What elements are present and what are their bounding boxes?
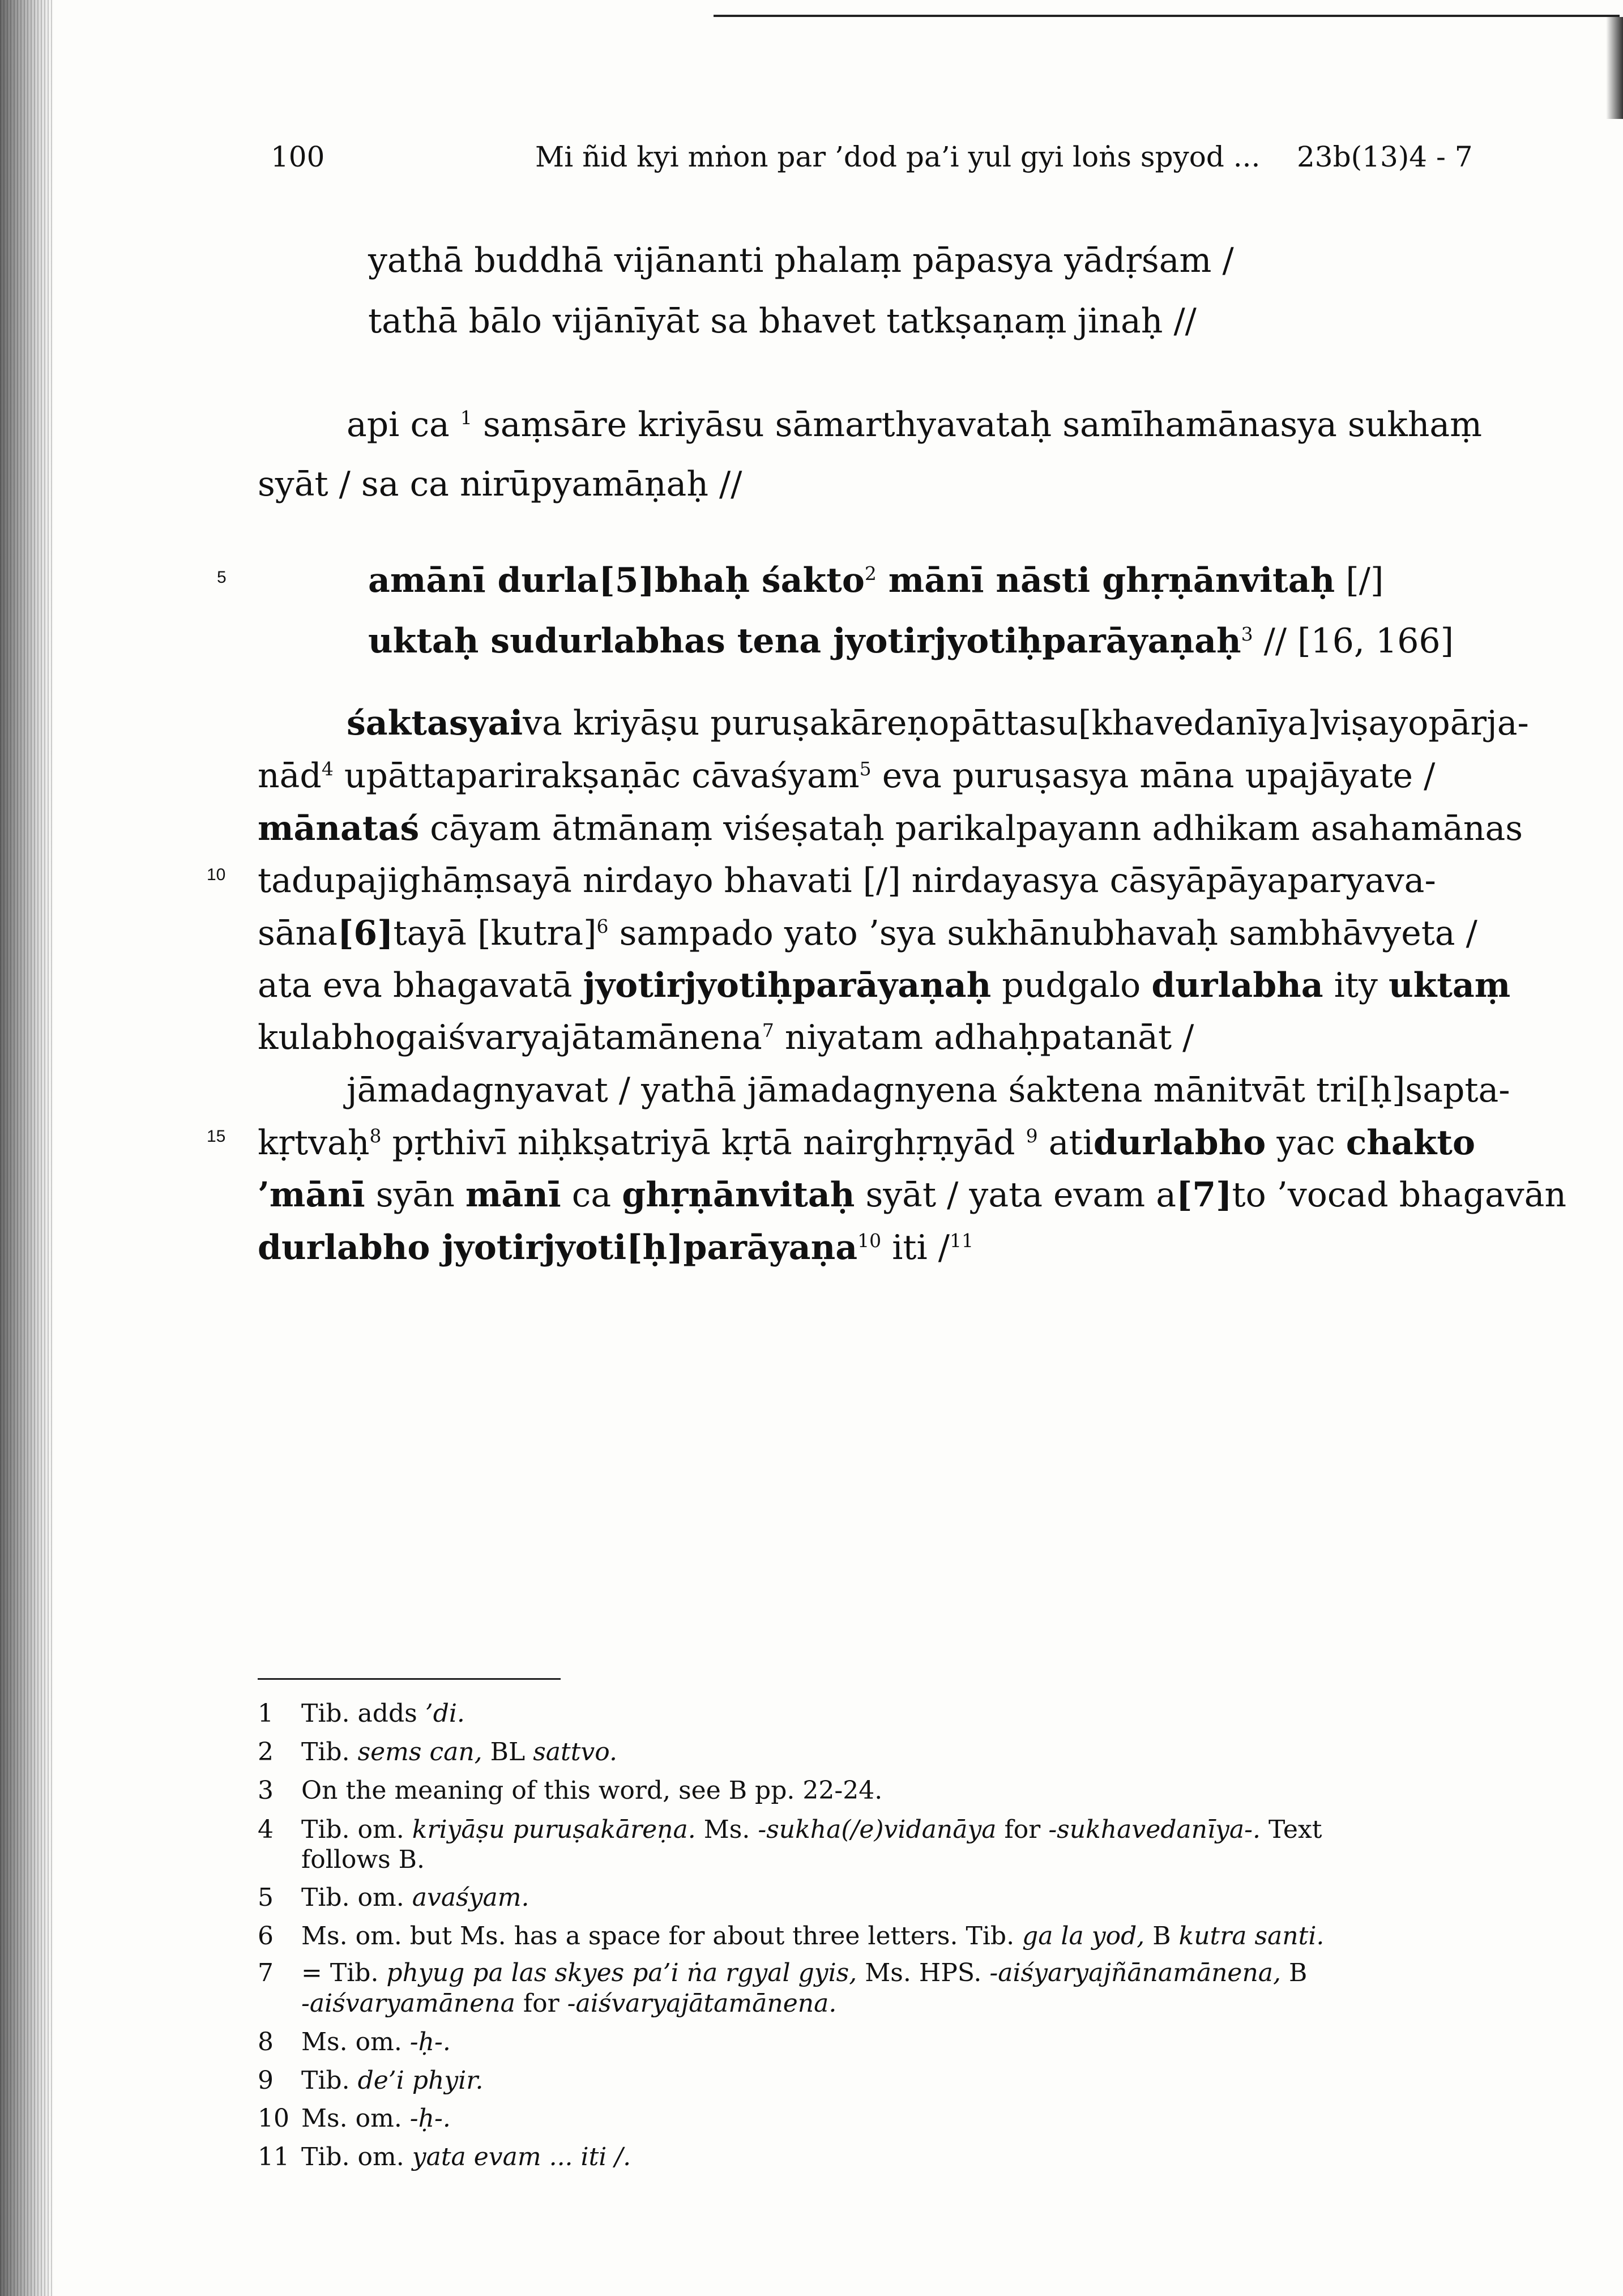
prose1-line-2: syāt / sa ca nirūpyamāṇaḥ // — [258, 464, 742, 504]
verse2-line-2: uktaḥ sudurlabhas tena jyotirjyotiḥparāyaṇaḥ$^3$ // [16, 166] — [368, 621, 1454, 661]
footnote-separator — [258, 1678, 561, 1680]
page-number: 100 — [271, 140, 325, 173]
footnote-ref: 7 — [762, 1019, 774, 1042]
footnote-ref: 4 — [321, 758, 334, 780]
commentary-line-2: nād$^4$ upāttaparirakṣaṇāc cāvaśyam$^5$ eva puruṣasya māna upajāyate / — [258, 756, 1436, 796]
page-top-edge — [714, 15, 1620, 17]
line-number-5: 5 — [217, 568, 227, 587]
book-gutter-shadow — [0, 0, 54, 2296]
footnote-ref: 11 — [949, 1230, 973, 1252]
footnote-5: 5 Tib. om. avaśyam. — [258, 1883, 529, 1912]
footnote-7-cont: -aiśvaryamānena for -aiśvaryajātamānena. — [301, 1989, 837, 2018]
footnote-ref: 6 — [596, 915, 609, 937]
commentary-line-4: tadupajighāṃsayā nirdayo bhavati [/] nirdayasya cāsyāpāyaparyava- — [258, 861, 1436, 901]
footnote-6: 6 Ms. om. but Ms. has a space for about three letters. Tib. ga la yod, B kutra santi. — [258, 1922, 1325, 1951]
footnote-1: 1 Tib. adds ’di. — [258, 1699, 465, 1728]
commentary-line-3: mānataś cāyam ātmānaṃ viśeṣataḥ parikalpayann adhikam asahamānas — [258, 809, 1523, 848]
prose1-line-1: api ca $^1$ saṃsāre kriyāsu sāmarthyavataḥ samīhamānasya sukhaṃ — [347, 405, 1483, 445]
section-reference: 23b(13)4 - 7 — [1297, 140, 1473, 173]
footnote-ref: 8 — [369, 1125, 382, 1147]
footnote-ref: 5 — [859, 758, 872, 780]
commentary-line-5: sāna[6]tayā [kutra]$^6$ sampado yato ’sya sukhānubhavaḥ sambhāvyeta / — [258, 914, 1477, 953]
commentary-line-9: kṛtvaḥ$^8$ pṛthivī niḥkṣatriyā kṛtā nairghṛṇyād $^9$ atidurlabho yac chakto — [258, 1123, 1476, 1163]
commentary-line-10: ’mānī syān mānī ca ghṛṇānvitaḥ syāt / yata evam a[7]to ’vocad bhagavān — [258, 1175, 1567, 1215]
commentary-line-11: durlabho jyotirjyoti[ḥ]parāyaṇa$^{10}$ iti /$^{11}$ — [258, 1228, 973, 1268]
commentary-line-1: śaktasyaiva kriyāṣu puruṣakāreṇopāttasu[khavedanīya]viṣayopārja- — [347, 703, 1529, 743]
verse1-line-2: tathā bālo vijānīyāt sa bhavet tatkṣaṇaṃ jinaḥ // — [368, 301, 1197, 341]
footnote-ref: 10 — [857, 1230, 882, 1252]
footnote-ref: 3 — [1241, 623, 1253, 645]
verse1-line-1: yathā buddhā vijānanti phalaṃ pāpasya yādṛśam / — [368, 241, 1234, 280]
footnote-ref: 2 — [864, 562, 877, 584]
footnote-9: 9 Tib. de’i phyir. — [258, 2066, 484, 2095]
footnote-ref: 9 — [1026, 1125, 1038, 1147]
verse2-line-1: amānī durla[5]bhaḥ śakto$^2$ mānī nāsti ghṛṇānvitaḥ [/] — [368, 561, 1384, 600]
footnote-2: 2 Tib. sems can, BL sattvo. — [258, 1738, 617, 1766]
page-corner-shadow — [1606, 17, 1623, 119]
footnote-4-cont: follows B. — [301, 1845, 425, 1874]
commentary-line-7: kulabhogaiśvaryajātamānena$^7$ niyatam adhaḥpatanāt / — [258, 1018, 1194, 1057]
footnote-7: 7 = Tib. phyug pa las skyes pa’i ṅa rgyal gyis, Ms. HPS. -aiśyaryajñānamānena, B — [258, 1958, 1308, 1987]
footnote-4: 4 Tib. om. kriyāṣu puruṣakāreṇa. Ms. -sukha(/e)vidanāya for -sukhavedanīya-. Text — [258, 1815, 1322, 1844]
commentary-line-8: jāmadagnyavat / yathā jāmadagnyena śaktena mānitvāt tri[ḥ]sapta- — [347, 1070, 1510, 1110]
footnote-11: 11 Tib. om. yata evam ... iti /. — [258, 2143, 631, 2171]
line-number-10: 10 — [207, 865, 226, 884]
footnote-ref: 1 — [460, 407, 472, 429]
footnote-3: 3 On the meaning of this word, see B pp. 22-24. — [258, 1776, 883, 1805]
line-number-15: 15 — [207, 1127, 226, 1146]
footnote-10: 10 Ms. om. -ḥ-. — [258, 2104, 451, 2133]
footnote-8: 8 Ms. om. -ḥ-. — [258, 2028, 451, 2056]
commentary-line-6: ata eva bhagavatā jyotirjyotiḥparāyaṇaḥ pudgalo durlabha ity uktaṃ — [258, 966, 1511, 1005]
running-title: Mi ñid kyi mṅon par ’dod pa’i yul gyi loṅs spyod ... — [535, 140, 1261, 173]
